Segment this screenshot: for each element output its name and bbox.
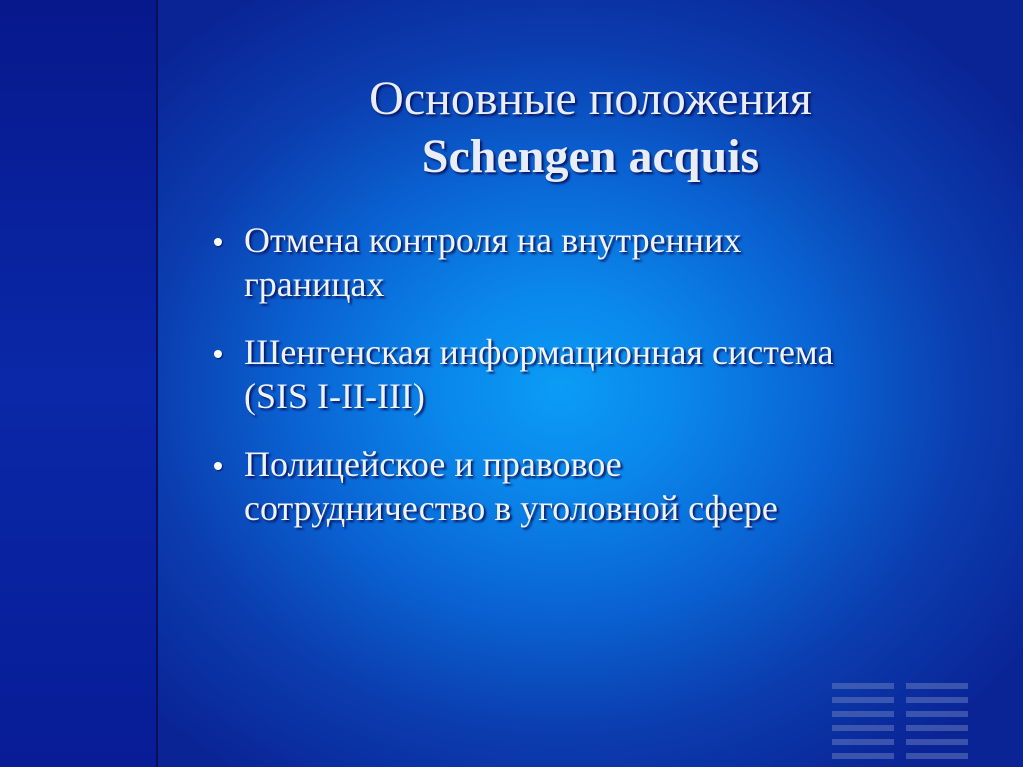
bullet-dot-icon (214, 350, 222, 358)
bullet-item (210, 218, 970, 306)
title-line-1: Основные положения (369, 72, 812, 125)
bullet-text-line-1: Полицейское и правовое (244, 444, 622, 484)
bullet-text-line-2: границах (244, 264, 385, 304)
bullet-text-line-2: (SIS I-II-III) (244, 376, 425, 416)
slide-title (158, 70, 1023, 186)
stripe-pattern-icon (906, 683, 968, 767)
bullet-text-line-2: сотрудничество в уголовной сфере (244, 488, 778, 528)
bullet-dot-icon (214, 462, 222, 470)
bullet-list (210, 218, 970, 554)
stripe-pattern-icon (832, 683, 894, 767)
bullet-text-line-1: Отмена контроля на внутренних (244, 220, 742, 260)
bullet-text-line-1: Шенгенская информационная система (244, 332, 834, 372)
bullet-dot-icon (214, 238, 222, 246)
bullet-item (210, 330, 970, 418)
left-sidebar-strip (0, 0, 156, 767)
title-line-2: Schengen acquis (421, 130, 760, 183)
bullet-item (210, 442, 970, 530)
